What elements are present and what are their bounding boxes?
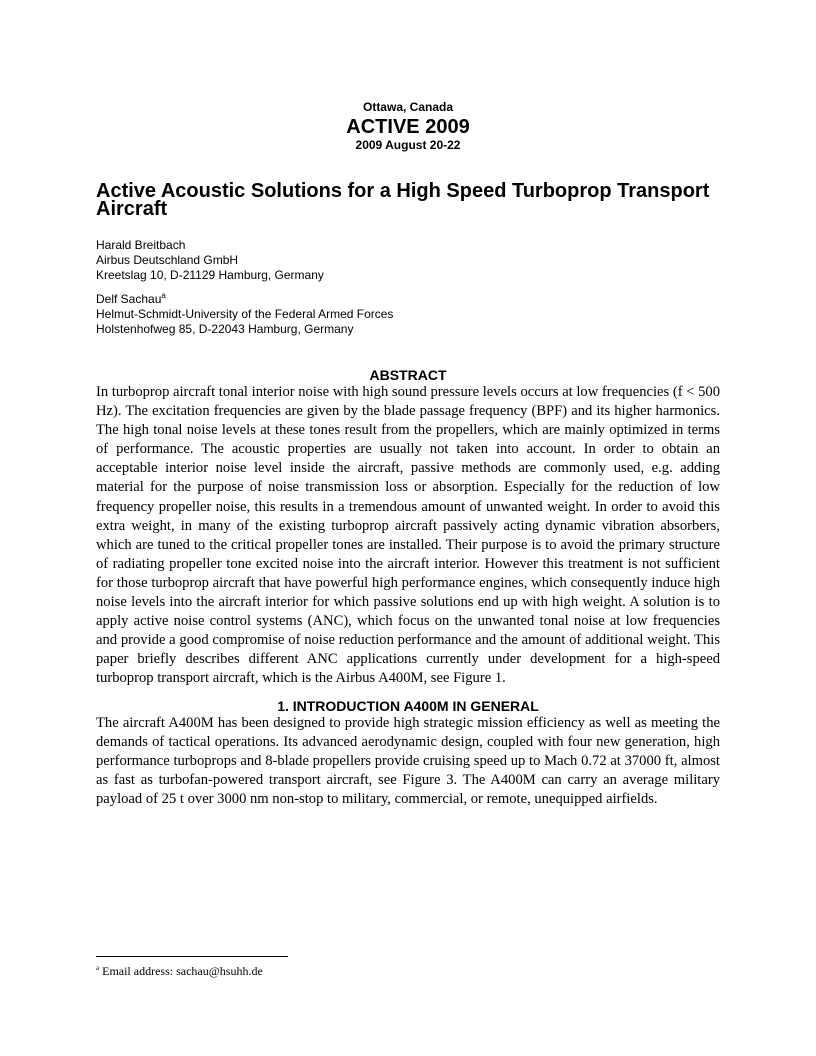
author-block-2 (96, 292, 720, 337)
author-address: Kreetslag 10, D-21129 Hamburg, Germany (96, 268, 324, 282)
section-1-heading: 1. INTRODUCTION A400M IN GENERAL (277, 697, 539, 714)
author-name: Delf Sachau (96, 292, 162, 306)
conference-dates: 2009 August 20-22 (355, 138, 461, 152)
conference-location: Ottawa, Canada (362, 100, 454, 114)
author-name-line (96, 292, 720, 307)
author-address: Holstenhofweg 85, D-22043 Hamburg, Germany (96, 322, 354, 336)
abstract-heading: ABSTRACT (369, 367, 447, 383)
footnote-text: Email address: sachau@hsuhh.de (102, 964, 263, 978)
paper-title: Active Acoustic Solutions for a High Speed Turboprop Transport Aircraft (96, 180, 710, 220)
author-block-1 (96, 238, 720, 283)
footnote (96, 964, 263, 978)
footnote-divider (96, 956, 288, 957)
author-affiliation: Airbus Deutschland GmbH (96, 253, 239, 267)
section-1-text: The aircraft A400M has been designed to provide high strategic mission efficiency as well as meeting the demands of tactical operations. Its advanced aerodynamic design, coupled with four new generation, high performance turboprops and 8-blade propellers provide cruising speed up to Mach 0.72 at 37000 ft, almost as fast as turbofan-powered transport aircraft, see Figure 3. The A400M can carry an average military payload of 25 t over 3000 nm non-stop to military, commercial, or remote, unequipped airfields. (96, 714, 720, 807)
author-name: Harald Breitbach (96, 238, 186, 252)
conference-name: ACTIVE 2009 (346, 116, 470, 138)
footnote-marker[interactable]: a (161, 291, 166, 300)
conference-header (96, 100, 720, 152)
abstract-text: In turboprop aircraft tonal interior noise with high sound pressure levels occurs at low frequencies (f < 500 Hz). The excitation frequencies are given by the blade passage frequency (BPF) and its higher harmonics. The high tonal noise levels at these tones result from the propellers, which are mainly optimized in terms of performance. The acoustic properties are usually not taken into account. In order to obtain an acceptable interior noise level inside the aircraft, passive methods are commonly used, e.g. adding material for the purpose of noise transmission loss or absorption. Especially for the reduction of low frequency propeller noise, this results in a tremendous amount of unwanted weight. In order to avoid this extra weight, in many of the existing turboprop aircraft passively acting dynamic vibration absorbers, which are tuned to the critical propeller tones are installed. Their purpose is to avoid the primary structure of radiating propeller tone excited noise into the aircraft interior. However this treatment is not sufficient for those turboprop aircraft that have powerful high performance engines, which consequently induce high noise levels into the aircraft interior for which passive solutions end up with high weight. A solution is to apply active noise control systems (ANC), which focus on the unwanted tonal noise at low frequencies and provide a good compromise of noise reduction performance and the amount of additional weight. This paper briefly describes different ANC applications currently under development for a high-speed turboprop transport aircraft, which is the Airbus A400M, see Figure 1. (96, 384, 720, 687)
footnote-mark: a (96, 964, 100, 972)
paper-page (96, 96, 720, 809)
author-affiliation: Helmut-Schmidt-University of the Federal Armed Forces (96, 307, 394, 321)
